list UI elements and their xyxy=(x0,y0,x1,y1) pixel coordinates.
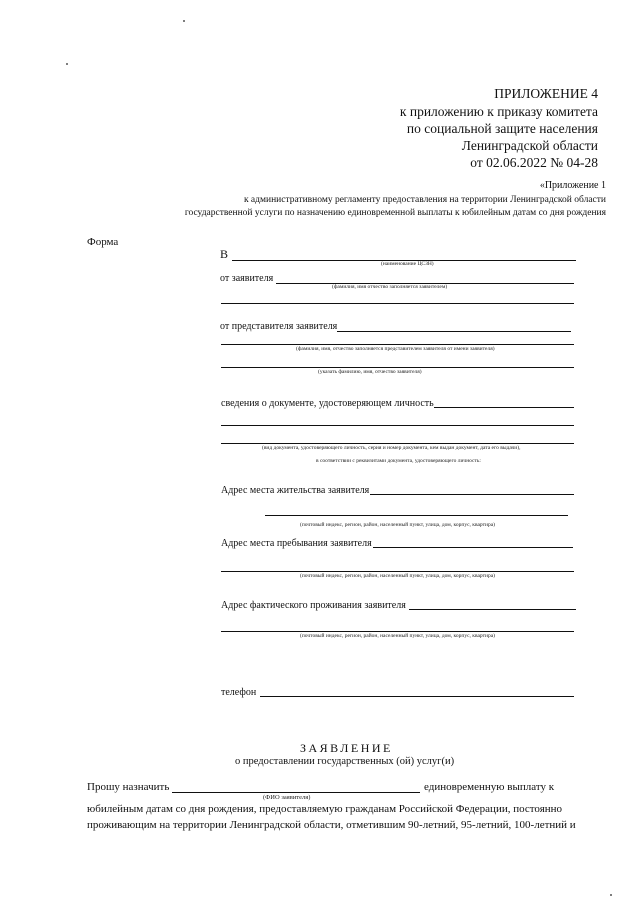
identity-document-field-3[interactable] xyxy=(221,443,574,444)
identity-document-field[interactable] xyxy=(434,407,574,408)
applicant-name-caption: (указать фамилию, имя, отчество заявителя) xyxy=(318,369,422,375)
applicant-label: от заявителя xyxy=(220,273,274,284)
to-label: В xyxy=(220,247,229,261)
form-label: Форма xyxy=(87,236,119,248)
actual-address-field-2[interactable] xyxy=(221,631,574,632)
scan-speck xyxy=(66,63,68,65)
residence-address-field-2[interactable] xyxy=(265,515,568,516)
representative-label: от представителя заявителя xyxy=(220,321,338,332)
identity-document-label: сведения о документе, удостоверяющем личность xyxy=(221,398,434,409)
actual-address-label: Адрес фактического проживания заявителя xyxy=(221,600,406,611)
residence-address-field[interactable] xyxy=(370,494,574,495)
applicant-fio-field[interactable] xyxy=(172,792,420,793)
identity-document-caption-2: в соответствии с реквизитами документа, удостоверяющего личность: xyxy=(316,458,481,464)
residence-address-caption: (почтовый индекс, регион, район, населенный пункт, улица, дом, корпус, квартира) xyxy=(300,522,495,528)
actual-address-caption: (почтовый индекс, регион, район, населенный пункт, улица, дом, корпус, квартира) xyxy=(300,633,495,639)
header-line-2: по социальной защите населения xyxy=(406,121,598,136)
applicant-name-field[interactable] xyxy=(221,367,574,368)
regulation-line-1: к административному регламенту предоставления на территории Ленинградской области xyxy=(243,195,606,205)
scan-speck xyxy=(610,894,612,896)
phone-label: телефон xyxy=(221,687,257,698)
phone-field[interactable] xyxy=(260,696,574,697)
appendix-title: ПРИЛОЖЕНИЕ 4 xyxy=(494,86,598,101)
identity-document-caption-1: (вид документа, удостоверяющего личность, серия и номер документа, кем выдан документ, дата его выдачи), xyxy=(262,445,521,451)
statement-body-line-2: проживающим на территории Ленинградской области, отметившим 90-летний, 95-летний, 100-летний и xyxy=(87,819,576,831)
identity-document-field-2[interactable] xyxy=(221,425,574,426)
statement-subtitle: о предоставлении государственных (ой) услуг(и) xyxy=(235,756,455,767)
stay-address-label: Адрес места пребывания заявителя xyxy=(221,538,372,549)
stay-address-caption: (почтовый индекс, регион, район, населенный пункт, улица, дом, корпус, квартира) xyxy=(300,573,495,579)
header-order-date: от 02.06.2022 № 04-28 xyxy=(470,155,598,170)
representative-caption: (фамилия, имя, отчество заполняется представителем заявителя от имени заявителя) xyxy=(296,346,495,352)
request-prefix: Прошу назначить xyxy=(87,781,170,793)
scan-speck xyxy=(183,20,185,22)
stay-address-field-2[interactable] xyxy=(221,571,574,572)
actual-address-field[interactable] xyxy=(409,609,576,610)
stay-address-field[interactable] xyxy=(373,547,573,548)
request-suffix: единовременную выплату к xyxy=(424,781,555,793)
fio-caption: (ФИО заявителя) xyxy=(263,794,311,801)
representative-field-2[interactable] xyxy=(221,344,574,345)
applicant-caption: (фамилия, имя отчество заполняется заявителем) xyxy=(332,284,448,290)
regulation-appendix: «Приложение 1 xyxy=(539,180,606,191)
regulation-line-2: государственной услуги по назначению единовременной выплаты к юбилейным датам со дня рождения xyxy=(184,208,606,218)
representative-field[interactable] xyxy=(337,331,571,332)
statement-body-line-1: юбилейным датам со дня рождения, предоставляемую гражданам Российской Федерации, постоянно xyxy=(87,803,563,815)
residence-address-label: Адрес места жительства заявителя xyxy=(221,485,370,496)
to-caption: (наименование ЦСЗН) xyxy=(381,261,434,267)
header-line-3: Ленинградской области xyxy=(461,138,598,153)
header-line-1: к приложению к приказу комитета xyxy=(399,104,598,119)
applicant-field-2[interactable] xyxy=(221,303,574,304)
statement-title: ЗАЯВЛЕНИЕ xyxy=(300,741,393,755)
